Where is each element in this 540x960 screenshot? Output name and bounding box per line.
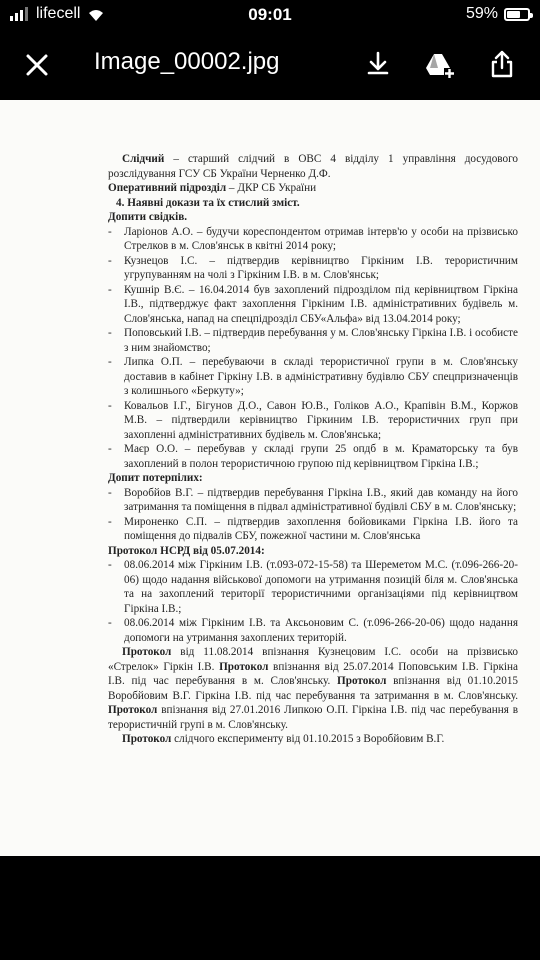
protocol-word: Протокол xyxy=(219,660,269,673)
protocol-word: Протокол xyxy=(108,704,158,716)
witness-text: Кушнір В.Є. – 16.04.2014 був захоплений підрозділом під керівництвом Гіркіна І.В., підтверджує факт захоплення Гіркіним І.В. адміністративних будівель м. Слов'янська, напад на спецпідрозділ СБУ«Альфа» від 13.04.2014 року; xyxy=(124,283,518,325)
victim-text: Мироненко С.П. – підтвердив захоплення бойовиками Гіркіна І.В. його та поміщення до підвалів СБУ, пожежної частини м. Слов'янська xyxy=(124,515,518,542)
close-icon[interactable] xyxy=(22,50,52,80)
protocol-text: впізнання від 25.07.2014 Поповським І.В. Гіркіна І.В. під час перебування в м. Слов'янську. xyxy=(108,660,518,687)
list-item: - Поповський І.В. – підтвердив перебування у м. Слов'янську Гіркіна І.В. і особисте з ним знайомство; xyxy=(108,327,518,354)
file-title: Image_00002.jpg xyxy=(94,48,280,75)
battery-percent: 59% xyxy=(465,5,498,22)
list-item: - 08.06.2014 між Гіркіним І.В. (т.093-072-15-58) та Шереметом М.С. (т.096-266-20-06) щодо надання військової допомоги на утримання позицій біля м. Слов'янська та на захоплений території терористичними організаціями під керівництвом Гіркіна І.В.; xyxy=(108,559,518,615)
op-unit-text: – ДКР СБ України xyxy=(226,182,317,194)
battery-icon xyxy=(504,8,530,21)
share-icon[interactable] xyxy=(486,48,518,80)
witness-text: Маєр О.О. – перебував у складі групи 25 опдб в м. Краматорську та був захоплений в полон терористичною групою під керівництвом Гіркіна І.В.; xyxy=(124,443,518,470)
status-right xyxy=(466,5,530,23)
protocols-paragraph xyxy=(108,645,518,732)
viewer-toolbar xyxy=(0,34,540,94)
list-item: - Ковальов І.Г., Бігунов Д.О., Савон Ю.В., Голіков А.О., Крапівін В.М., Коржов М.В. – підтвердили керівництво Гіркиним І.В. терористичних груп при захопленні адміністративних будівель м. Слов'янська; xyxy=(108,399,518,441)
witness-heading: Допити свідків. xyxy=(108,211,188,223)
witness-text: Поповський І.В. – підтвердив перебування у м. Слов'янську Гіркіна І.В. і особисте з ним знайомство; xyxy=(124,327,518,354)
protocol-text: від 11.08.2014 впізнання Кузнецовим І.С. особи на прізвисько «Стрелок» Гіркін І.В. xyxy=(108,646,518,673)
victim-text: Воробйов В.Г. – підтвердив перебування Гіркіна І.В., який дав команду на його затримання та поміщення в підвал адміністративної будівлі СБУ в м. Слов'янську; xyxy=(124,486,518,513)
list-item: - Липка О.П. – перебуваючи в складі терористичної групи в м. Слов'янську доставив в кабінет Гіркіну І.В. в адміністративну будівлю СБУ спецпризначенців з колишнього «Беркуту»; xyxy=(108,356,518,397)
list-item: - Мироненко С.П. – підтвердив захоплення бойовиками Гіркіна І.В. його та поміщення до підвалів СБУ, пожежної частини м. Слов'янська xyxy=(108,515,518,542)
document-image xyxy=(0,100,540,856)
section-4-heading: 4. Наявні докази та їх стислий зміст. xyxy=(116,196,300,209)
list-item: - Кузнецов І.С. – підтвердив керівництво Гіркіним І.В. терористичним угрупуванням на чолі з Гіркіним І.В. в м. Слов'янськ; xyxy=(108,254,518,281)
list-item: - Воробйов В.Г. – підтвердив перебування Гіркіна І.В., який дав команду на його затримання та поміщення в підвал адміністративної будівлі СБУ в м. Слов'янську; xyxy=(108,486,518,513)
download-icon[interactable] xyxy=(362,48,394,80)
status-bar xyxy=(0,0,540,30)
document-text xyxy=(108,152,518,747)
last-protocol-line xyxy=(108,732,518,747)
protocol-word: Протокол xyxy=(122,646,172,658)
witness-text: Кузнецов І.С. – підтвердив керівництво Гіркіним І.В. терористичним угрупуванням на чолі з Гіркіним І.В. в м. Слов'янськ; xyxy=(124,254,518,281)
op-unit-label: Оперативний підрозділ xyxy=(108,182,227,194)
drive-add-icon[interactable] xyxy=(424,48,456,80)
protocol-text: слідчого експерименту від 01.10.2015 з Воробйовим В.Г. xyxy=(171,733,445,745)
witness-text: Липка О.П. – перебуваючи в складі терористичної групи в м. Слов'янську доставив в кабінет Гіркіну І.В. в адміністративну будівлю СБУ спецпризначенців з колишнього «Беркуту»; xyxy=(124,356,518,397)
investigator-text: – старший слідчий в ОВС 4 відділу 1 управління досудового розслідування ГСУ СБ України Черненко Д.Ф. xyxy=(108,153,518,180)
investigator-line xyxy=(108,152,518,181)
protocol-word: Протокол xyxy=(122,733,172,745)
nsrd-text: 08.06.2014 між Гіркіним І.В. (т.093-072-15-58) та Шереметом М.С. (т.096-266-20-06) щодо надання військової допомоги на утримання позицій біля м. Слов'янська та на захоплений території терористичними організаціями під керівництвом Гіркіна І.В.; xyxy=(124,559,518,615)
investigator-label: Слідчий xyxy=(122,153,165,165)
status-time: 09:01 xyxy=(248,5,292,24)
list-item: - Ларіонов А.О. – будучи кореспондентом отримав інтерв'ю у особи на прізвисько Стрелков в м. Слов'янськ в квітні 2014 року; xyxy=(108,225,518,252)
witness-text: Ларіонов А.О. – будучи кореспондентом отримав інтерв'ю у особи на прізвисько Стрелков в м. Слов'янськ в квітні 2014 року; xyxy=(124,225,518,252)
list-item: - 08.06.2014 між Гіркіним І.В. та Аксьоновим С. (т.096-266-20-06) щодо надання допомоги на утримання захоплених територій. xyxy=(108,617,518,644)
list-item: - Маєр О.О. – перебував у складі групи 25 опдб в м. Краматорську та був захоплений в полон терористичною групою під керівництвом Гіркіна І.В.; xyxy=(108,443,518,470)
list-item: - Кушнір В.Є. – 16.04.2014 був захоплений підрозділом під керівництвом Гіркіна І.В., підтверджує факт захоплення Гіркіним І.В. адміністративних будівель м. Слов'янська, напад на спецпідрозділ СБУ«Альфа» від 13.04.2014 року; xyxy=(108,283,518,325)
protocol-word: Протокол xyxy=(337,675,387,687)
nsrd-text: 08.06.2014 між Гіркіним І.В. та Аксьоновим С. (т.096-266-20-06) щодо надання допомоги на утримання захоплених територій. xyxy=(124,617,518,644)
protocol-text: впізнання від 27.01.2016 Липкою О.П. Гіркіна І.В. під час перебування в терористичній групі в м. Слов'янську. xyxy=(108,704,518,731)
witness-text: Ковальов І.Г., Бігунов Д.О., Савон Ю.В., Голіков А.О., Крапівін В.М., Коржов М.В. – підтвердили керівництво Гіркиним І.В. терористичних груп при захопленні адміністративних будівель м. Слов'янська; xyxy=(124,399,518,441)
carrier-name: lifecell xyxy=(36,5,81,22)
op-unit-line xyxy=(108,181,518,196)
nsrd-heading: Протокол НСРД від 05.07.2014: xyxy=(108,544,265,557)
protocol-text: впізнання від 01.10.2015 Воробйовим В.Г. Гіркіна І.В. під час перебування та затримання в м. Слов'янську. xyxy=(108,675,519,702)
victims-heading: Допит потерпілих: xyxy=(108,472,203,484)
